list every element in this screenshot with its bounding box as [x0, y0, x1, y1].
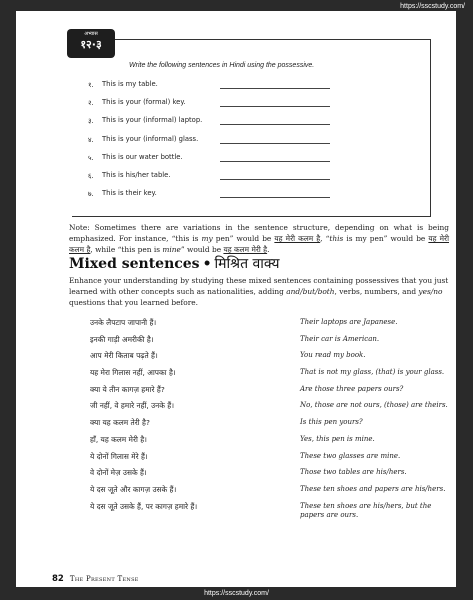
- hindi-sentence: वे दोनों मेज़ उसके हैं।: [90, 468, 147, 478]
- exercise-badge: [67, 29, 115, 58]
- sentence-row: [90, 318, 450, 335]
- intro-text: questions that you learned before.: [69, 298, 198, 307]
- hindi-sentence: ये दस जूते उसके हैं, पर कागज़ हमारे हैं।: [90, 501, 198, 511]
- exercise-instruction: Write the following sentences in Hindi using the possessive.: [129, 62, 315, 69]
- bullet-separator: •: [202, 256, 212, 272]
- sentence-row: [90, 452, 450, 469]
- note-emphasis: this: [329, 234, 344, 243]
- intro-emphasis: and/but/both: [286, 287, 335, 296]
- sentence-row: [90, 401, 450, 418]
- answer-blank[interactable]: [220, 161, 330, 162]
- note-text: ” would be: [180, 245, 224, 254]
- sentence-row: [90, 335, 450, 352]
- answer-blank[interactable]: [220, 88, 330, 89]
- hindi-sentence: आप मेरी किताब पढ़ते हैं।: [90, 351, 158, 361]
- exercise-items: [88, 80, 348, 207]
- bottom-url-watermark: https://sscstudy.com/: [204, 590, 269, 597]
- book-page: [16, 11, 456, 587]
- intro-emphasis: yes/no: [418, 287, 443, 296]
- section-title-english: Mixed sentences: [69, 256, 200, 272]
- hindi-sentence: जी नहीं, वे हमारे नहीं, उनके हैं।: [90, 401, 175, 411]
- english-translation: That is not my glass, (that) is your glass.: [300, 368, 445, 377]
- english-translation: Are those three papers ours?: [300, 384, 404, 393]
- exercise-item: [88, 153, 348, 171]
- english-translation: Is this pen yours?: [300, 418, 363, 427]
- english-translation: These two glasses are mine.: [300, 451, 401, 460]
- exercise-item: [88, 171, 348, 189]
- sentence-row: [90, 502, 450, 519]
- note-hindi-example: यह मेरी कलम है: [274, 234, 321, 243]
- hindi-sentence: ये दस जूते और कागज़ उसके हैं।: [90, 484, 177, 494]
- exercise-item: [88, 135, 348, 153]
- sentence-row: [90, 368, 450, 385]
- hindi-sentence: उनके लैपटाप जापानी हैं।: [90, 318, 157, 327]
- intro-text: Enhance your understanding by studying these mixed sentences containing possessives that you just learned with other concepts such as nationalities, adding: [69, 276, 449, 296]
- item-number: ७.: [88, 190, 94, 199]
- english-translation: No, those are not ours, (those) are theirs.: [300, 401, 448, 410]
- sentence-row: [90, 351, 450, 368]
- exercise-item: [88, 98, 348, 116]
- hindi-sentence: हाँ, यह कलम मेरी है।: [90, 434, 147, 444]
- item-text: This is his/her table.: [102, 170, 171, 179]
- english-translation: Their car is American.: [300, 334, 380, 343]
- english-translation: You read my book.: [300, 351, 366, 360]
- note-hindi-example: यह कलम मेरी है: [223, 245, 268, 254]
- note-text: is my pen” would be: [343, 234, 429, 243]
- note-emphasis: mine: [162, 245, 181, 254]
- item-text: This is our water bottle.: [102, 152, 183, 161]
- answer-blank[interactable]: [220, 179, 330, 180]
- item-text: This is my table.: [102, 80, 158, 88]
- exercise-badge-label: अभ्यास: [84, 31, 98, 37]
- answer-blank[interactable]: [220, 197, 330, 198]
- sentence-row: [90, 418, 450, 435]
- answer-blank[interactable]: [220, 124, 330, 125]
- top-url-watermark: https://sscstudy.com/: [400, 3, 465, 10]
- page-footer: [52, 574, 139, 584]
- note-emphasis: my: [201, 234, 213, 243]
- sentence-row: [90, 485, 450, 502]
- hindi-sentence: क्या यह कलम तेरी है?: [90, 418, 150, 428]
- sentence-row: [90, 435, 450, 452]
- item-number: ५.: [88, 153, 94, 162]
- item-text: This is your (formal) key.: [102, 98, 186, 107]
- exercise-item: [88, 189, 348, 207]
- item-text: This is your (informal) glass.: [102, 134, 199, 143]
- english-translation: These ten shoes and papers are his/hers.: [300, 484, 446, 493]
- intro-text: , verbs, numbers, and: [334, 287, 419, 296]
- hindi-sentence: क्या ये तीन कागज़ हमारे हैं?: [90, 384, 165, 394]
- answer-blank[interactable]: [220, 106, 330, 107]
- hindi-sentence: ये दोनों गिलास मेरे हैं।: [90, 451, 148, 461]
- exercise-badge-number: १२·३: [80, 38, 102, 51]
- sentence-list: [90, 318, 450, 518]
- section-heading: [69, 254, 280, 273]
- answer-blank[interactable]: [220, 143, 330, 144]
- note-paragraph: [69, 222, 449, 255]
- section-title-hindi: मिश्रित वाक्य: [214, 256, 280, 272]
- english-translation: These ten shoes are his/hers, but the papers are ours.: [300, 501, 432, 519]
- item-text: This is their key.: [102, 189, 157, 198]
- note-hindi-example: यह मेरी कलम है: [69, 234, 449, 254]
- page-number: 82: [52, 574, 64, 584]
- item-text: This is your (informal) laptop.: [102, 116, 203, 125]
- hindi-sentence: यह मेरा गिलास नहीं, आपका है।: [90, 368, 176, 378]
- item-number: ६.: [88, 171, 94, 180]
- note-text: pen” would be: [212, 234, 275, 243]
- item-number: ३.: [88, 117, 94, 126]
- chapter-title: The Present Tense: [69, 575, 139, 583]
- exercise-item: [88, 80, 348, 98]
- note-text: Note: Sometimes there are variations in the sentence structure, depending on what is being emphasized. For instance, “this is: [69, 223, 449, 243]
- english-translation: Those two tables are his/hers.: [300, 468, 407, 477]
- sentence-row: [90, 385, 450, 402]
- item-number: १.: [88, 81, 94, 89]
- sentence-row: [90, 468, 450, 485]
- english-translation: Their laptops are Japanese.: [300, 318, 398, 326]
- hindi-sentence: इनकी गाड़ी अमरीकी है।: [90, 334, 154, 344]
- note-text: , while “this pen is: [90, 245, 163, 254]
- exercise-item: [88, 116, 348, 134]
- english-translation: Yes, this pen is mine.: [300, 434, 375, 443]
- item-number: २.: [88, 99, 94, 108]
- note-text: , “: [320, 234, 330, 243]
- note-text: .: [267, 245, 270, 254]
- item-number: ४.: [88, 135, 94, 144]
- section-intro: [69, 275, 449, 308]
